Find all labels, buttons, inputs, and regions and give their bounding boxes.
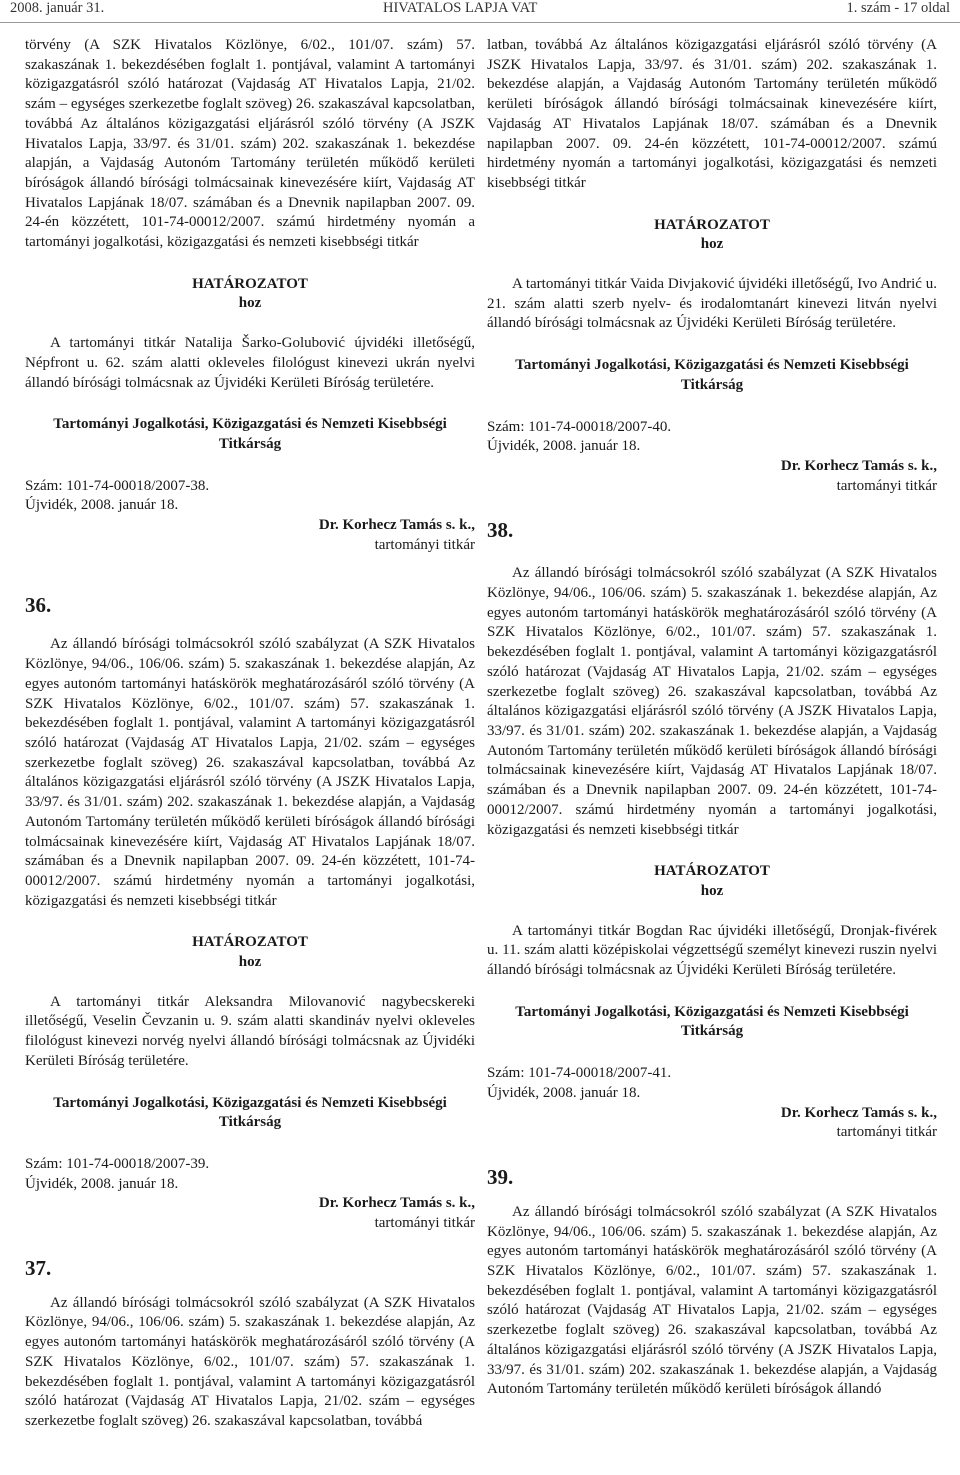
decision-text-36: A tartományi titkár Aleksandra Milovanović nagybecskereki illetőségű, Veselin Čevzanin u. 9. szám alatti skandináv nyelvi okleveles filológust kinevezi norvég nyelvi állandó bírósági tolmácsnak az Újvidéki Kerületi Bíróság területére.	[25, 993, 475, 1069]
decision-heading: HATÁROZATOT	[654, 863, 770, 880]
signer-title: tartományi titkár	[374, 1215, 475, 1232]
signer-title: tartományi titkár	[374, 536, 475, 553]
section-body-39: Az állandó bírósági tolmácsokról szóló szabályzat (A SZK Hivatalos Közlönye, 94/06., 106/06. szám) 5. szakaszának 1. bekezdése alapján, Az egyes autonóm tartományi hatáskörök meghatározásáról szóló törvény (A SZK Hivatalos Közlönye, 6/02., 101/07. szám) 57. szakaszának 1. bekezdésében foglalt 1. pontjával, valamint A tartományi közigazgatásról szóló határozat (Vajdaság AT Hivatalos Lapja, 21/02. szám – egységes szerkezetbe foglalt szöveg) 26. szakaszával kapcsolatban, továbbá Az általános közigazgatási eljárásról szóló törvény (A JSZK Hivatalos Lapja, 33/97. és 31/01. szám) 202. szakaszának 1. bekezdése alapján, a Vajdaság Autonóm Tartomány területén működő kerületi bíróságok állandó	[487, 1203, 937, 1398]
page-header	[10, 0, 950, 20]
reference-number: Szám: 101-74-00018/2007-40.	[487, 418, 672, 435]
authority-name: Tartományi Jogalkotási, Közigazgatási és Nemzeti Kisebbségi	[53, 416, 447, 433]
right-intro-paragraph: latban, továbbá Az általános közigazgatási eljárásról szóló törvény (A JSZK Hivatalos Lapja, 33/97. és 31/01. szám) 202. szakaszának 1. bekezdése alapján, a Vajdaság Autonóm Tartomány területén működő kerületi bíróságok állandó bírósági tolmácsainak kinevezésére kiírt, Vajdaság AT Hivatalos Lapjának 18/07. számában és a Dnevnik napilapban 2007. 09. 24-én közzétett, 101-74-00012/2007. számú hirdetmény nyomán a tartományi jogalkotási, közigazgatási és nemzeti kisebbségi titkár	[487, 37, 937, 191]
authority-name: Tartományi Jogalkotási, Közigazgatási és Nemzeti Kisebbségi	[53, 1094, 447, 1111]
reference-number: Szám: 101-74-00018/2007-38.	[25, 477, 210, 494]
reference-number: Szám: 101-74-00018/2007-39.	[25, 1155, 210, 1172]
place-date: Újvidék, 2008. január 18.	[25, 1175, 179, 1192]
section-number-38: 38.	[487, 518, 514, 543]
header-journal-title: HIVATALOS LAPJA VAT	[383, 0, 538, 16]
reference-number: Szám: 101-74-00018/2007-41.	[487, 1065, 672, 1082]
section-body-37: Az állandó bírósági tolmácsokról szóló szabályzat (A SZK Hivatalos Közlönye, 94/06., 106/06. szám) 5. szakaszának 1. bekezdése alapján, Az egyes autonóm tartományi hatáskörök meghatározásáról szóló törvény (A SZK Hivatalos Közlönye, 6/02., 101/07. szám) 57. szakaszának 1. bekezdésében foglalt 1. pontjával, valamint A tartományi közigazgatásról szóló határozat (Vajdaság AT Hivatalos Lapja, 21/02. szám – egységes szerkezetbe foglalt szöveg) 26. szakaszával kapcsolatban, továbbá	[25, 1294, 475, 1429]
section-body-36: Az állandó bírósági tolmácsokról szóló szabályzat (A SZK Hivatalos Közlönye, 94/06., 106/06. szám) 5. szakaszának 1. bekezdése alapján, Az egyes autonóm tartományi hatáskörök meghatározásáról szóló törvény (A SZK Hivatalos Közlönye, 6/02., 101/07. szám) 57. szakaszának 1. bekezdésében foglalt 1. pontjával, valamint A tartományi közigazgatásról szóló határozat (Vajdaság AT Hivatalos Lapja, 21/02. szám – egységes szerkezetbe foglalt szöveg) 26. szakaszával kapcsolatban, továbbá Az általános közigazgatási eljárásról szóló törvény (A JSZK Hivatalos Lapja, 33/97. és 31/01. szám) 202. szakaszának 1. bekezdése alapján, a Vajdaság Autonóm Tartomány területén működő kerületi bíróságok állandó bírósági tolmácsainak kinevezésére kiírt, Vajdaság AT Hivatalos Lapjának 18/07. számában és a Dnevnik napilapban 2007. 09. 24-én közzétett, 101-74-00012/2007. számú hirdetmény nyomán a tartományi jogalkotási, közigazgatási és nemzeti kisebbségi titkár	[25, 636, 475, 909]
authority-secretariat: Titkárság	[680, 376, 744, 393]
authority-name: Tartományi Jogalkotási, Közigazgatási és Nemzeti Kisebbségi	[515, 1003, 909, 1020]
place-date: Újvidék, 2008. január 18.	[25, 497, 179, 514]
signer-name: Dr. Korhecz Tamás s. k.,	[318, 1195, 475, 1212]
decision-heading: HATÁROZATOT	[192, 934, 308, 951]
header-date: 2008. január 31.	[10, 0, 105, 16]
header-divider	[0, 22, 960, 23]
authority-name: Tartományi Jogalkotási, Közigazgatási és Nemzeti Kisebbségi	[515, 357, 909, 374]
decision-text-38: A tartományi titkár Bogdan Rac újvidéki illetőségű, Dronjak-fivérek u. 11. szám alatti középiskolai végzettségű személyt kinevezi ruszin nyelvi állandó bírósági tolmácsnak az Újvidéki Kerületi Bíróság területére.	[487, 922, 937, 979]
decision-heading: HATÁROZATOT	[192, 275, 308, 292]
section-number-37: 37.	[25, 1255, 52, 1280]
signer-name: Dr. Korhecz Tamás s. k.,	[780, 1104, 937, 1121]
decision-text-37: A tartományi titkár Vaida Divjaković újvidéki illetőségű, Ivo Andrić u. 21. szám alatti szerb nyelv- és irodalomtanárt kinevezi litván nyelvi állandó bírósági tolmácsnak az Újvidéki Kerületi Bíróság területére.	[487, 276, 937, 332]
place-date: Újvidék, 2008. január 18.	[487, 438, 641, 455]
place-date: Újvidék, 2008. január 18.	[487, 1084, 641, 1101]
decision-subheading: hoz	[700, 882, 724, 899]
authority-secretariat: Titkárság	[680, 1023, 744, 1040]
decision-heading: HATÁROZATOT	[654, 216, 770, 233]
right-column	[487, 36, 937, 1475]
left-intro-paragraph: törvény (A SZK Hivatalos Közlönye, 6/02., 101/07. szám) 57. szakaszának 1. bekezdésében foglalt 1. pontjával, valamint A tartományi közigazgatásról szóló határozat (Vajdaság AT Hivatalos Lapja, 21/02. szám – egységes szerkezetbe foglalt szöveg) 26. szakaszával kapcsolatban, továbbá Az általános közigazgatási eljárásról szóló törvény (A JSZK Hivatalos Lapja, 33/97. és 31/01. szám) 202. szakaszának 1. bekezdése alapján, a Vajdaság Autonóm Tartomány területén működő kerületi bíróságok állandó bírósági tolmácsainak kinevezésére kiírt, Vajdaság AT Hivatalos Lapjának 18/07. számában és a Dnevnik napilapban 2007. 09. 24-én közzétett, 101-74-00012/2007. számú hirdetmény nyomán a tartományi jogalkotási, közigazgatási és nemzeti kisebbségi titkár	[25, 37, 475, 251]
left-column	[25, 36, 475, 1475]
signer-title: tartományi titkár	[836, 477, 937, 494]
signer-title: tartományi titkár	[836, 1124, 937, 1141]
decision-subheading: hoz	[700, 236, 724, 253]
section-number-39: 39.	[487, 1164, 514, 1189]
decision-subheading: hoz	[238, 295, 262, 312]
authority-secretariat: Titkárság	[218, 1114, 282, 1131]
signer-name: Dr. Korhecz Tamás s. k.,	[318, 517, 475, 534]
header-page-number: 1. szám - 17 oldal	[846, 0, 950, 16]
decision-text-35: A tartományi titkár Natalija Šarko-Golubović újvidéki illetőségű, Népfront u. 62. szám alatti okleveles filológust kinevezi ukrán nyelvi állandó bírósági tolmácsnak az Újvidéki Kerületi Bíróság területére.	[25, 335, 475, 391]
signer-name: Dr. Korhecz Tamás s. k.,	[780, 457, 937, 474]
authority-secretariat: Titkárság	[218, 435, 282, 452]
decision-subheading: hoz	[238, 954, 262, 971]
section-number-36: 36.	[25, 593, 52, 618]
section-body-38: Az állandó bírósági tolmácsokról szóló szabályzat (A SZK Hivatalos Közlönye, 94/06., 106/06. szám) 5. szakaszának 1. bekezdése alapján, Az egyes autonóm tartományi hatáskörök meghatározásáról szóló törvény (A SZK Hivatalos Közlönye, 6/02., 101/07. szám) 57. szakaszának 1. bekezdésében foglalt 1. pontjával, valamint A tartományi közigazgatásról szóló határozat (Vajdaság AT Hivatalos Lapja, 21/02. szám – egységes szerkezetbe foglalt szöveg) 26. szakaszával kapcsolatban, továbbá Az általános közigazgatási eljárásról szóló törvény (A JSZK Hivatalos Lapja, 33/97. és 31/01. szám) 202. szakaszának 1. bekezdése alapján, a Vajdaság Autonóm Tartomány területén működő kerületi bíróságok állandó bírósági tolmácsainak kinevezésére kiírt, Vajdaság AT Hivatalos Lapjának 18/07. számában és a Dnevnik napilapban 2007. 09. 24-én közzétett, 101-74-00012/2007. számú hirdetmény nyomán a tartományi jogalkotási, közigazgatási és nemzeti kisebbségi titkár	[487, 565, 937, 838]
